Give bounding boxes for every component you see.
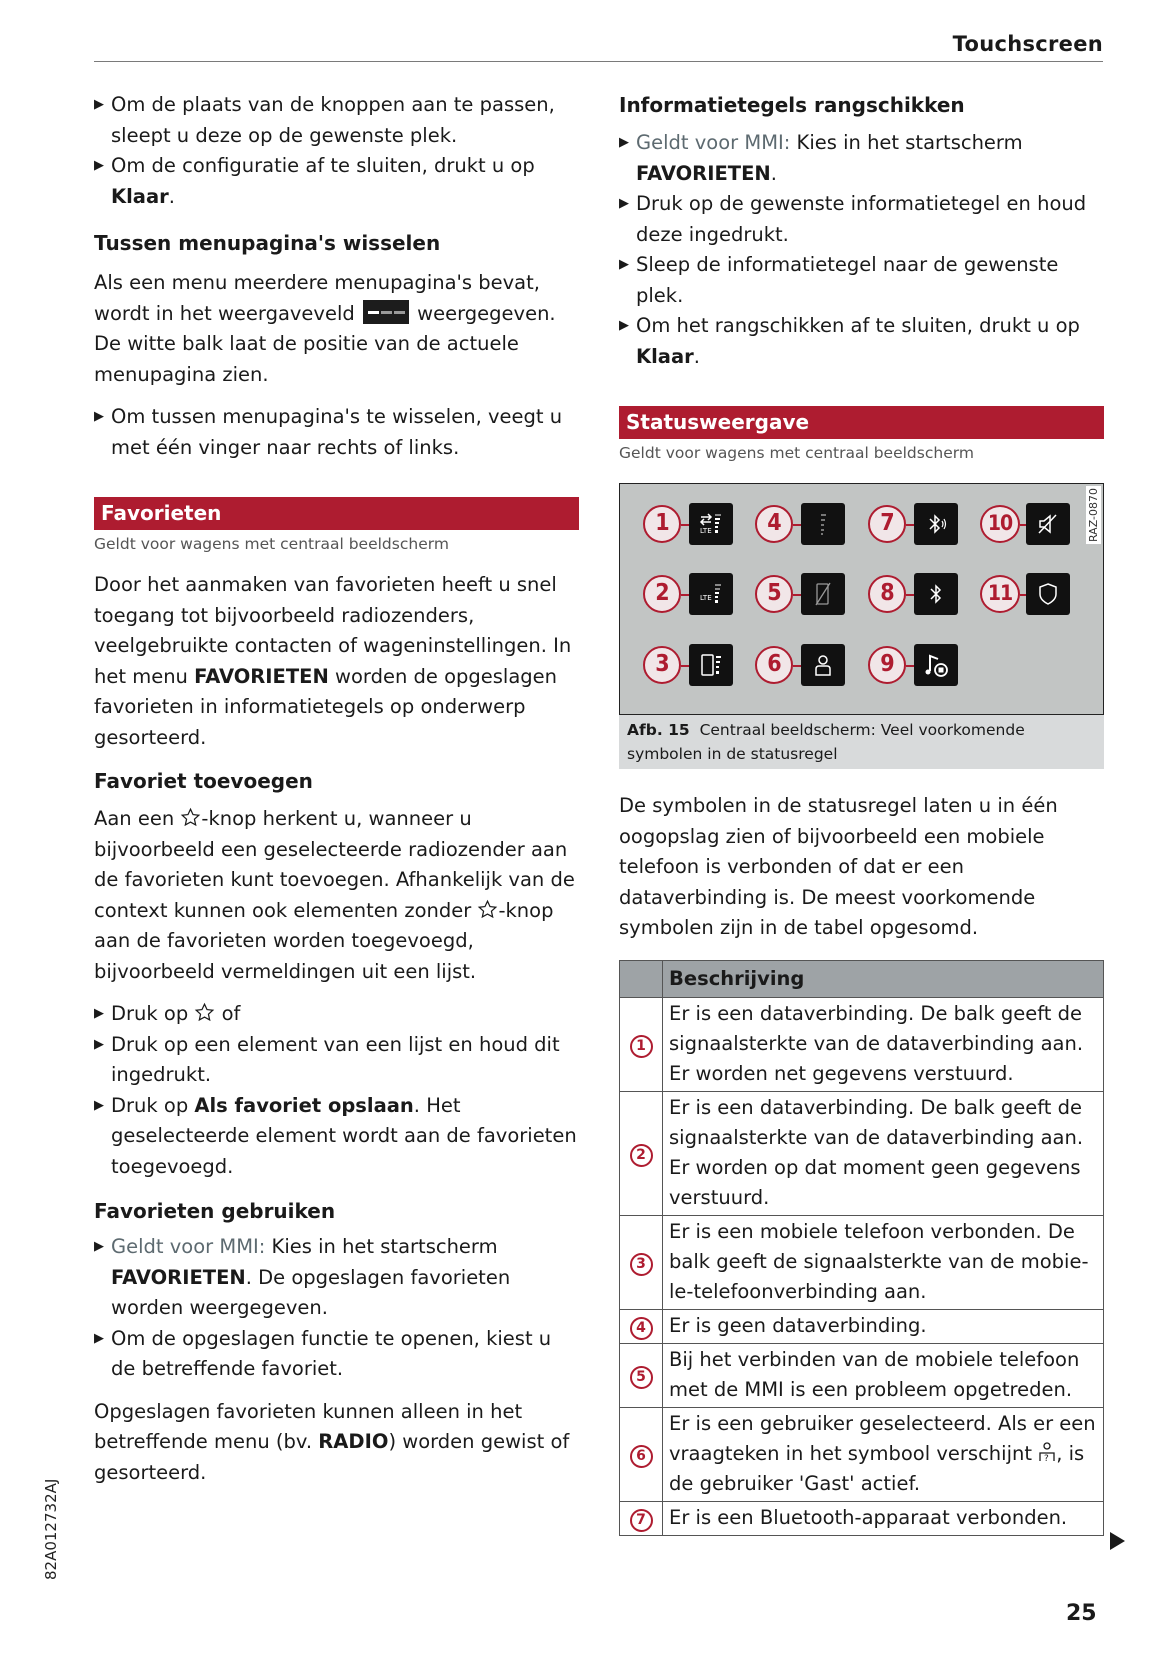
callout-number: 2 [630, 1144, 653, 1167]
bullet-arrow-icon: ▶ [94, 1097, 104, 1113]
document-code: 82A012732AJ [42, 1478, 60, 1580]
switch-pages-steps [94, 402, 579, 463]
step-item: ▶ Om de opgeslagen functie te openen, kiest u de betreffende favoriet. [94, 1324, 579, 1385]
callout-number: 3 [630, 1253, 653, 1276]
figure-item-3: 3 [643, 642, 753, 688]
step-item: ▶ Om tussen menupagina's te wisselen, veegt u met één vinger naar rechts of links. [94, 402, 579, 463]
switch-pages-paragraph: Als een menu meerdere menupagina's bevat, wordt in het weergaveveld weergegeven. De witte balk laat de positie van de actuele menupagina zien. [94, 271, 556, 386]
next-page-arrow-icon [1110, 1532, 1125, 1550]
heading-add-favorite: Favoriet toevoegen [94, 769, 313, 793]
star-icon [194, 1002, 215, 1023]
heading-arrange-tiles: Informatietegels rangschikken [619, 93, 965, 117]
table-header-row [620, 960, 1104, 997]
lte-signal-icon [689, 573, 733, 615]
step-item: ▶ Sleep de informatietegel naar de gewenste plek. [619, 250, 1104, 311]
figure-status-symbols [619, 483, 1104, 769]
arrange-steps [619, 128, 1104, 372]
music-stop-icon [914, 644, 958, 686]
callout-number: 4 [630, 1317, 653, 1340]
use-favorites-steps [94, 1232, 579, 1385]
bullet-arrow-icon: ▶ [94, 409, 104, 424]
step-item: ▶ Geldt voor MMI: Kies in het startscherm FAVORIETEN. [619, 128, 1104, 189]
callout-number: 1 [630, 1035, 653, 1058]
bullet-arrow-icon: ▶ [94, 158, 104, 173]
section-title-statusweergave: Statusweergave [619, 406, 1104, 439]
table-row: 3 Er is een mobiele telefoon verbonden. De balk geeft de signaalsterkte van de mobie-le-telefoonverbinding aan. [620, 1215, 1104, 1309]
callout-number: 7 [630, 1509, 653, 1532]
svg-text:?: ? [1044, 1453, 1049, 1463]
favorieten-section [94, 497, 579, 556]
figure-item-11: 11 [980, 571, 1090, 617]
add-favorite-steps [94, 999, 579, 1182]
step-item: ▶ Om de configuratie af te sluiten, drukt u op Klaar. [94, 151, 579, 212]
figure-caption: Afb. 15 Centraal beeldscherm: Veel voorkomende symbolen in de statusregel [619, 715, 1104, 769]
step-item: ▶ Om de plaats van de knoppen aan te passen, sleept u deze op de gewenste plek. [94, 90, 579, 151]
heading-switch-pages: Tussen menupagina's wisselen [94, 231, 441, 255]
svg-text:LTE: LTE [700, 527, 712, 535]
bluetooth-icon [914, 573, 958, 615]
column-header-description: Beschrijving [663, 960, 1104, 997]
intro-steps [94, 90, 579, 212]
star-icon [477, 899, 498, 920]
figure-item-10: 10 [980, 501, 1090, 547]
status-symbols-table [619, 960, 1104, 1536]
no-data-signal-icon [801, 503, 845, 545]
table-row: 5 Bij het verbinden van de mobiele telefoon met de MMI is een probleem opgetreden. [620, 1343, 1104, 1407]
star-icon [180, 807, 201, 828]
bullet-arrow-icon: ▶ [619, 257, 629, 272]
callout-number: 5 [630, 1366, 653, 1389]
status-section [619, 406, 1104, 465]
bullet-arrow-icon: ▶ [94, 1330, 104, 1346]
figure-item-9: 9 [868, 642, 978, 688]
svg-text:LTE: LTE [700, 594, 712, 602]
guest-user-icon [1038, 1441, 1056, 1463]
user-icon [801, 644, 845, 686]
mute-icon [1026, 503, 1070, 545]
step-item: ▶ Druk op de gewenste informatietegel en houd deze ingedrukt. [619, 189, 1104, 250]
section-applicability-note: Geldt voor wagens met centraal beeldscherm [94, 535, 449, 553]
status-symbols-illustration [619, 483, 1104, 715]
figure-item-1: 1 LTE [643, 501, 753, 547]
figure-item-7: 7 [868, 501, 978, 547]
step-item: ▶ Geldt voor MMI: Kies in het startscherm FAVORIETEN. De opgeslagen favorieten worden weergegeven. [94, 1232, 579, 1324]
section-title-favorieten: Favorieten [94, 497, 579, 530]
step-item: ▶ Druk op Als favoriet opslaan. Het geselecteerde element wordt aan de favorieten toegevoegd. [94, 1091, 579, 1183]
chapter-title: Touchscreen [952, 32, 1103, 56]
table-row: 6 Er is een gebruiker geselecteerd. Als er een vraagteken in het symbool verschijnt ? , is de gebruiker 'Gast' actief. [620, 1407, 1104, 1501]
table-row: 1 Er is een dataverbinding. De balk geeft de signaalsterkte van de dataverbinding aan. Er worden net gegevens verstuurd. [620, 997, 1104, 1091]
figure-item-2: 2 LTE [643, 571, 753, 617]
bullet-arrow-icon: ▶ [94, 1239, 104, 1254]
callout-number: 6 [630, 1445, 653, 1468]
bullet-arrow-icon: ▶ [94, 97, 104, 112]
lte-data-transfer-icon [689, 503, 733, 545]
figure-item-6: 6 [755, 642, 865, 688]
phone-error-icon [801, 573, 845, 615]
bullet-arrow-icon: ▶ [94, 1006, 104, 1021]
table-row: 7 Er is een Bluetooth-apparaat verbonden. [620, 1501, 1104, 1535]
figure-code: RAZ-0870 [1087, 488, 1100, 543]
shield-icon [1026, 573, 1070, 615]
bullet-arrow-icon: ▶ [619, 196, 629, 211]
table-row: 4 Er is geen dataverbinding. [620, 1309, 1104, 1343]
figure-item-4: 4 [755, 501, 865, 547]
table-row: 2 Er is een dataverbinding. De balk geeft de signaalsterkte van de dataverbinding aan. Er worden op dat moment geen gegevens verstuurd. [620, 1091, 1104, 1215]
left-column [94, 90, 579, 1488]
bullet-arrow-icon: ▶ [94, 1036, 104, 1052]
bullet-arrow-icon: ▶ [619, 318, 629, 333]
favorieten-paragraph: Door het aanmaken van favorieten heeft u snel toegang tot bijvoorbeeld radiozenders, veelgebruikte contacten of wageninstellingen. In het menu FAVORIETEN worden de opgeslagen favorieten in informatietegels op onderwerp gesorteerd. [94, 573, 572, 749]
section-applicability-note: Geldt voor wagens met centraal beeldscherm [619, 444, 974, 462]
heading-use-favorites: Favorieten gebruiken [94, 1199, 336, 1223]
bluetooth-audio-icon [914, 503, 958, 545]
status-intro-paragraph: De symbolen in de statusregel laten u in één oogopslag zien of bijvoorbeeld een mobiele telefoon is verbonden of dat er een dataverbinding is. De meest voorkomende symbolen zijn in de tabel opgesomd. [619, 794, 1058, 939]
running-header [94, 30, 1103, 62]
figure-item-8: 8 [868, 571, 978, 617]
page-number: 25 [1066, 1601, 1097, 1626]
step-item: ▶ Druk op een element van een lijst en houd dit ingedrukt. [94, 1030, 579, 1091]
figure-item-5: 5 [755, 571, 865, 617]
phone-signal-icon [689, 644, 733, 686]
add-favorite-paragraph: Aan een -knop herkent u, wanneer u bijvoorbeeld een geselecteerde radiozender aan de favorieten kunt toevoegen. Afhankelijk van de context kunnen ook elementen zonder -knop aan de favorieten worden toegevoegd, bijvoorbeeld vermeldingen uit een lijst. [94, 807, 575, 983]
use-favorites-paragraph: Opgeslagen favorieten kunnen alleen in het betreffende menu (bv. RADIO) worden gewist of gesorteerd. [94, 1399, 570, 1484]
step-item: ▶ Druk op of [94, 999, 579, 1030]
right-column [619, 90, 1104, 1536]
page-indicator-icon [363, 300, 409, 324]
step-item: ▶ Om het rangschikken af te sluiten, drukt u op Klaar. [619, 311, 1104, 372]
bullet-arrow-icon: ▶ [619, 135, 629, 150]
